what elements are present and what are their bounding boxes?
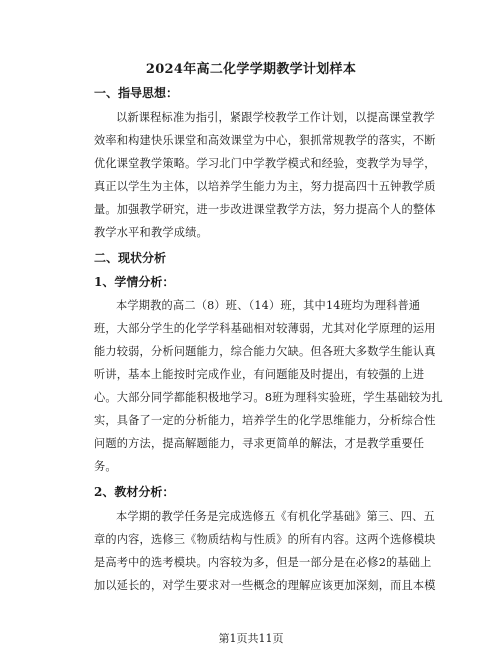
subsection-heading-textbook-analysis: 2、教材分析： xyxy=(94,485,175,499)
document-title: 2024年高二化学学期教学计划样本 xyxy=(145,62,357,77)
paragraph-line: 能力较弱，分析问题能力，综合能力欠缺。但各班大多数学生能认真 xyxy=(94,345,436,358)
section-heading-status-analysis: 二、现状分析 xyxy=(94,251,167,265)
page-number-footer: 第1页共11页 xyxy=(218,632,284,645)
paragraph-line: 真正以学生为主体，以培养学生能力为主，努力提高四十五钟教学质 xyxy=(94,180,436,193)
paragraph-line: 优化课堂教学策略。学习北门中学教学模式和经验，变教学为导学， xyxy=(94,157,436,170)
paragraph-line: 问题的方法，提高解题能力，寻求更简单的解法，才是教学重要任 xyxy=(94,437,425,450)
paragraph-line: 实，具备了一定的分析能力，培养学生的化学思维能力，分析综合性 xyxy=(94,414,436,427)
paragraph-line: 章的内容，选修三《物质结构与性质》的所有内容。这两个选修模块 xyxy=(94,533,436,546)
paragraph-line: 量。加强教学研究，进一步改进课堂教学方法，努力提高个人的整体 xyxy=(94,203,436,216)
paragraph-line: 本学期教的高二（8）班、（14）班，其中14班均为理科普通 xyxy=(116,299,421,312)
paragraph-line: 听讲，基本上能按时完成作业，有问题能及时提出，有较强的上进 xyxy=(94,368,425,381)
section-heading-guiding-ideology: 一、指导思想： xyxy=(94,86,179,100)
paragraph-line: 效率和构建快乐课堂和高效课堂为中心，狠抓常规教学的落实，不断 xyxy=(94,134,436,147)
paragraph-line: 务。 xyxy=(94,460,117,473)
paragraph-line: 本学期的教学任务是完成选修五《有机化学基础》第三、四、五 xyxy=(116,510,435,523)
paragraph-line: 是高考中的选考模块。内容较为多，但是一部分是在必修2的基础上 xyxy=(94,556,432,569)
paragraph-line: 教学水平和教学成绩。 xyxy=(94,226,208,239)
subsection-heading-student-analysis: 1、学情分析： xyxy=(94,275,175,289)
paragraph-line: 心。大部分同学都能积极地学习。8班为理科实验班，学生基础较为扎 xyxy=(94,391,443,404)
paragraph-line: 加以延长的，对学生要求对一些概念的理解应该更加深刻，而且本模 xyxy=(94,579,436,592)
paragraph-line: 班，大部分学生的化学学科基础相对较薄弱，尤其对化学原理的运用 xyxy=(94,322,436,335)
paragraph-line: 以新课程标准为指引，紧跟学校教学工作计划，以提高课堂教学 xyxy=(116,111,435,124)
